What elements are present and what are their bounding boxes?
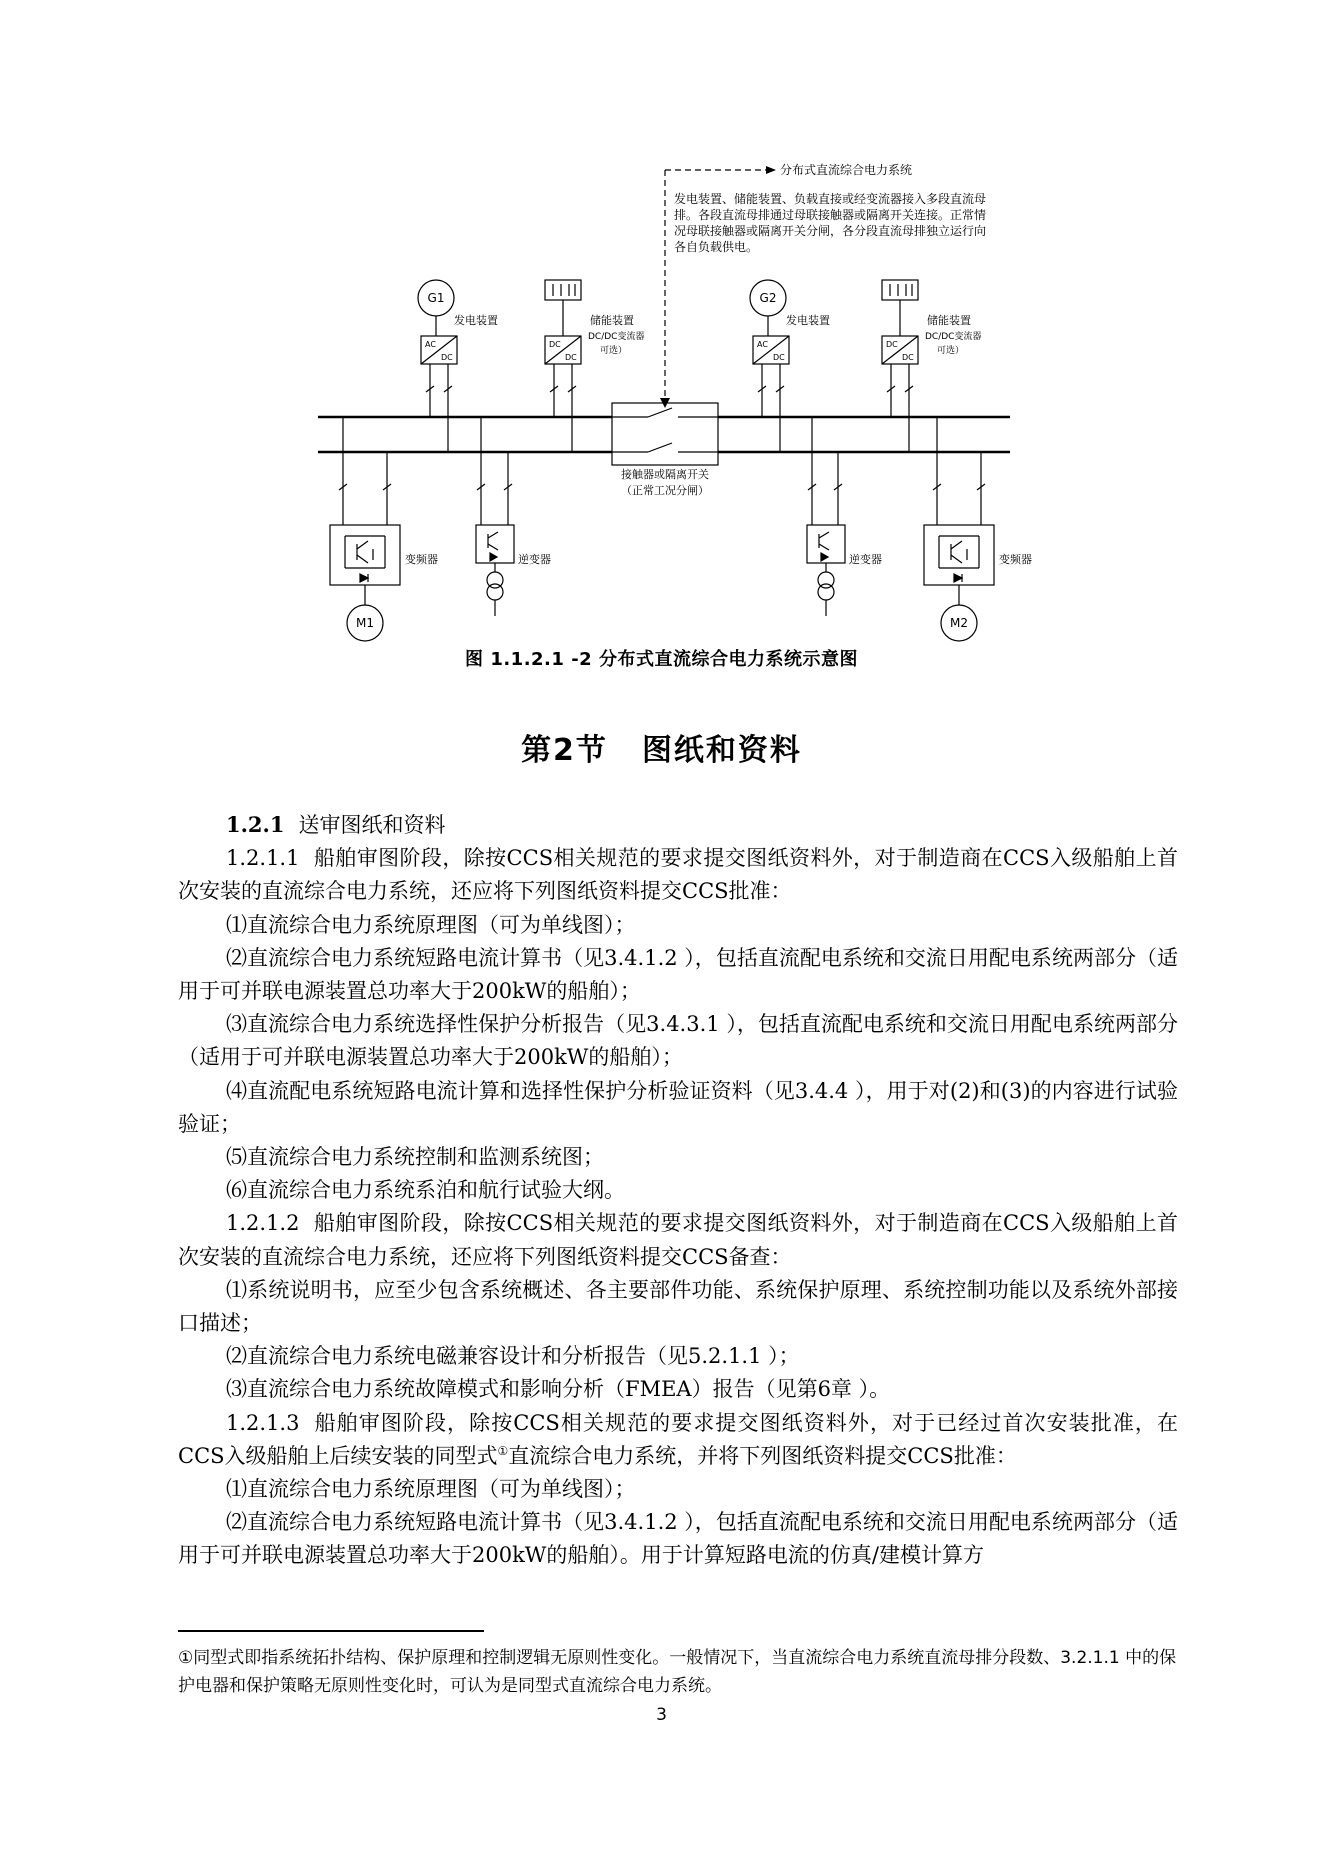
top-note-line: 况母联接触器或隔离开关分闸，各分段直流母排独立运行向 <box>674 224 987 238</box>
paragraph <box>178 1207 1178 1273</box>
dc-label: DC <box>549 340 561 349</box>
top-note-line: 发电装置、储能装置、负载直接或经变流器接入多段直流母 <box>674 192 987 206</box>
vfd-2 <box>924 417 1032 641</box>
switch-sublabel: （正常工况分闸） <box>621 484 709 497</box>
list-item: ⑴直流综合电力系统原理图（可为单线图）； <box>226 912 636 937</box>
dc-label: DC <box>565 353 577 362</box>
storage-sublabel: DC/DC变流器 <box>925 332 982 342</box>
footnote: ①同型式即指系统拓扑结构、保护原理和控制逻辑无原则性变化。一般情况下，当直流综合电力系统直流母排分段数、3.2.1.1 中的保护电器和保护策略无原则性变化时，可认为是同型式直流综合电力系统。 <box>178 1648 1177 1696</box>
paragraph-text: 船舶审图阶段，除按CCS相关规范的要求提交图纸资料外，对于制造商在CCS入级船舶上首次安装的直流综合电力系统，还应将下列图纸资料提交CCS备查： <box>178 1211 1178 1269</box>
top-note-line: 各自负载供电。 <box>674 240 759 254</box>
inverter-1 <box>476 417 551 616</box>
section-number: 第2节 <box>521 733 608 768</box>
body-text <box>178 808 1178 1573</box>
gen-label: 发电装置 <box>454 314 498 327</box>
inverter-label: 逆变器 <box>518 553 551 566</box>
list-item: ⑴系统说明书，应至少包含系统概述、各主要部件功能、系统保护原理、系统控制功能以及系统外部接口描述； <box>178 1277 1178 1336</box>
storage-1 <box>545 280 644 452</box>
dc-bus <box>318 417 1010 452</box>
section-title <box>0 725 1323 769</box>
list-item: ⑷直流配电系统短路电流计算和选择性保护分析验证资料（见3.4.4 ），用于对(2)和(3)的内容进行试验验证； <box>178 1078 1178 1136</box>
storage-label: 储能装置 <box>927 314 971 327</box>
figure-caption: 图 1.1.2.1 -2 分布式直流综合电力系统示意图 <box>465 649 858 670</box>
ac-label: AC <box>425 340 436 349</box>
g2-label: G2 <box>759 291 777 305</box>
page-number: 3 <box>656 1705 667 1725</box>
subsection-number: 1.2.1 <box>226 812 285 837</box>
paragraph-text: 船舶审图阶段，除按CCS相关规范的要求提交图纸资料外，对于制造商在CCS入级船舶上首次安装的直流综合电力系统，还应将下列图纸资料提交CCS批准： <box>178 846 1178 904</box>
footnote-divider <box>178 1630 484 1632</box>
storage-label: 储能装置 <box>590 314 634 327</box>
list-item: ⑹直流综合电力系统系泊和航行试验大纲。 <box>226 1178 625 1203</box>
inverter-2 <box>807 417 882 616</box>
list-item: ⑶直流综合电力系统故障模式和影响分析（FMEA）报告（见第6章 ）。 <box>226 1377 891 1402</box>
list-item: ⑸直流综合电力系统控制和监测系统图； <box>226 1145 604 1170</box>
g1-label: G1 <box>427 291 445 305</box>
list-item: ⑵直流综合电力系统电磁兼容设计和分析报告（见5.2.1.1 ）； <box>226 1344 800 1369</box>
paragraph-text: 直流综合电力系统，并将下列图纸资料提交CCS批准： <box>508 1443 1017 1468</box>
vfd-label: 变频器 <box>405 553 438 566</box>
inverter-label: 逆变器 <box>849 553 882 566</box>
dc-label: DC <box>886 340 898 349</box>
storage-sublabel: 可选） <box>600 346 628 356</box>
m2-label: M2 <box>950 616 968 630</box>
footnote-ref[interactable]: ① <box>497 1443 509 1458</box>
subsection-heading <box>178 808 1178 842</box>
m1-label: M1 <box>356 616 374 630</box>
clause-number: 1.2.1.2 <box>226 1211 300 1236</box>
list-item: ⑴直流综合电力系统原理图（可为单线图）； <box>226 1477 636 1502</box>
vfd-1 <box>330 417 438 641</box>
storage-sublabel: 可选） <box>937 346 965 356</box>
list-item: ⑶直流综合电力系统选择性保护分析报告（见3.4.3.1 ），包括直流配电系统和交流日用配电系统两部分（适用于可并联电源装置总功率大于200kW的船舶）； <box>178 1012 1178 1070</box>
paragraph <box>178 1407 1178 1473</box>
top-note-title: 分布式直流综合电力系统 <box>780 163 913 177</box>
dc-power-system-diagram <box>0 0 1323 650</box>
dc-label: DC <box>773 353 785 362</box>
gen-label: 发电装置 <box>786 314 830 327</box>
paragraph <box>178 842 1178 908</box>
section-heading: 图纸和资料 <box>641 733 802 768</box>
storage-sublabel: DC/DC变流器 <box>588 332 645 342</box>
generator-g1 <box>418 280 498 452</box>
top-note-line: 排。各段直流母排通过母联接触器或隔离开关连接。正常情 <box>674 208 987 222</box>
storage-2 <box>882 280 981 452</box>
dc-label: DC <box>441 353 453 362</box>
paragraph-text: 船舶审图阶段，除按CCS相关规范的要求提交图纸资料外，对于已经过首次安装批准，在CCS入级船舶上后续安装的同型式 <box>178 1410 1178 1468</box>
vfd-label: 变频器 <box>999 553 1032 566</box>
switch-label: 接触器或隔离开关 <box>621 468 709 481</box>
top-note <box>660 162 986 408</box>
dc-label: DC <box>902 353 914 362</box>
clause-number: 1.2.1.3 <box>226 1410 300 1435</box>
ac-label: AC <box>757 340 768 349</box>
list-item: ⑵直流综合电力系统短路电流计算书（见3.4.1.2 ），包括直流配电系统和交流日用配电系统两部分（适用于可并联电源装置总功率大于200kW的船舶）； <box>178 945 1178 1004</box>
generator-g2 <box>750 280 830 452</box>
bus-tie-switch <box>612 403 718 497</box>
list-item: ⑵直流综合电力系统短路电流计算书（见3.4.1.2 ），包括直流配电系统和交流日用配电系统两部分（适用于可并联电源装置总功率大于200kW的船舶）。用于计算短路电流的仿真/建模计算方 <box>178 1510 1178 1568</box>
subsection-title: 送审图纸和资料 <box>298 813 446 837</box>
clause-number: 1.2.1.1 <box>226 846 300 871</box>
